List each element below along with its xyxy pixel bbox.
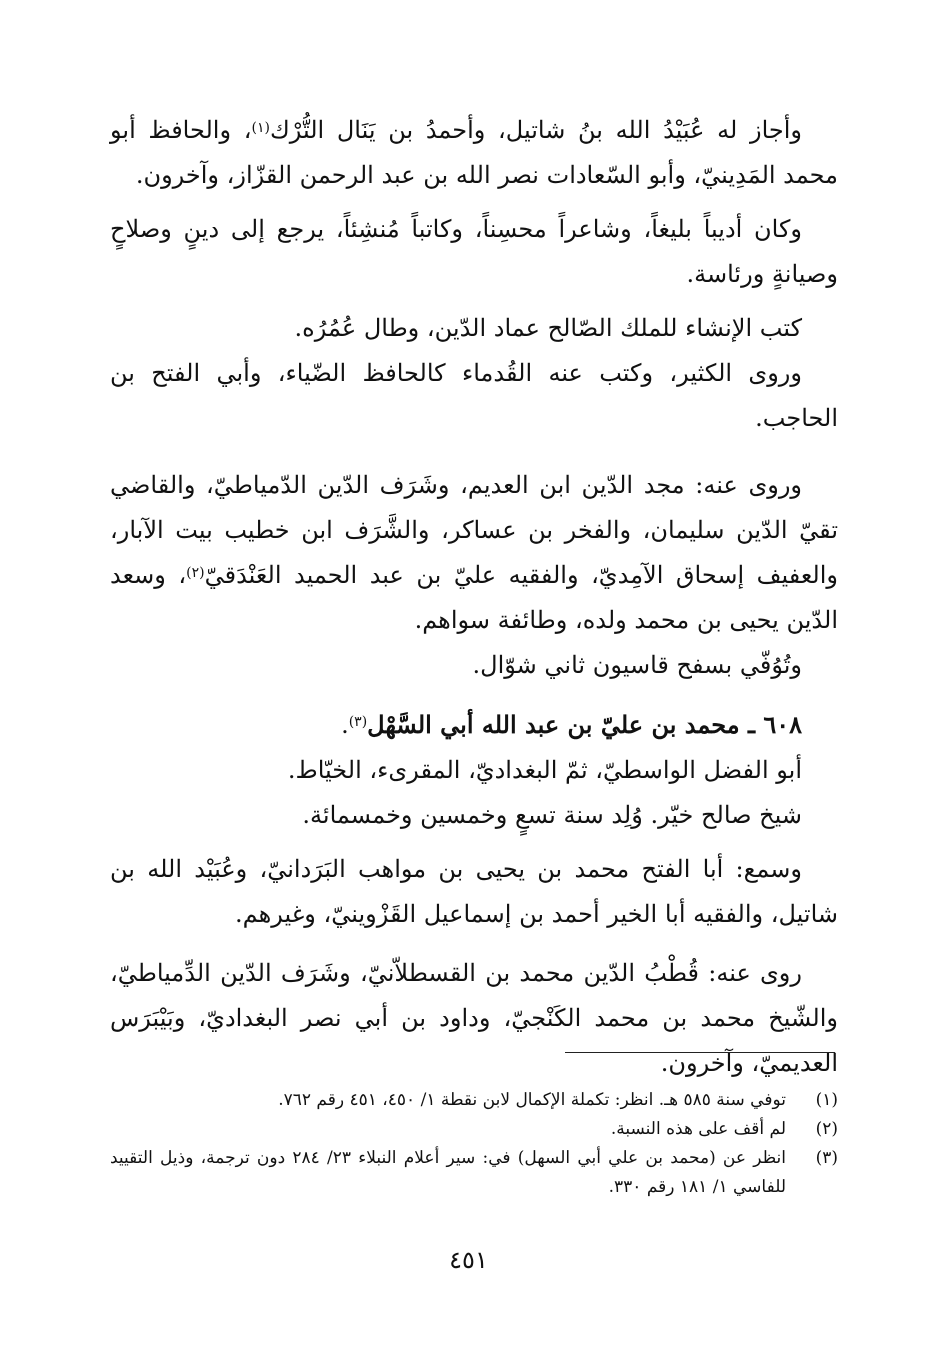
footnote-3 [110, 1144, 838, 1202]
entry-title-end: . [341, 711, 349, 739]
page-number: ٤٥١ [449, 1246, 488, 1274]
footnote-text: انظر عن (محمد بن علي أبي السهل) في: سير أعلام النبلاء ٢٣/ ٢٨٤ دون ترجمة، وذيل التقييد للفاسي ١/ ١٨١ رقم ٣٣٠. [110, 1148, 786, 1197]
paragraph-mawlid: شيخ صالح خيّر. وُلِد سنة تسعٍ وخمسين وخمسمائة. [302, 801, 802, 829]
footnote-ref-1: (١) [251, 120, 270, 136]
paragraph-ijaza-text: وأجاز له عُبَيْدُ الله بنُ شاتيل، وأحمدُ بن يَنَال التُّرْك [269, 116, 802, 144]
paragraph-rawa-anhu-text: وروى عنه: مجد الدّين ابن العديم، وشَرَف الدّين الدّمياطيّ، والقاضي تقيّ الدّين سليمان، والفخر بن عساكر، والشَّرَف ابن خطيب بيت الآبار، والعفيف إسحاق الآمِديّ، والفقيه عليّ بن عبد الحميد العَنْدَقيّ [110, 471, 839, 589]
footnote-number: (٢) [815, 1119, 838, 1139]
footnote-text: لم أقف على هذه النسبة. [610, 1119, 786, 1139]
footnote-separator [565, 1052, 835, 1053]
paragraph-ijaza-rest: ، والحافظ أبو محمد المَدِينيّ، وأبو السّعادات نصر الله بن عبد الرحمن القزّاز، وآخرون. [110, 116, 838, 189]
page-body [110, 108, 838, 1086]
paragraph-riwaya: وروى الكثير، وكتب عنه القُدماء كالحافظ الضّياء، وأبي الفتح بن الحاجب. [110, 359, 838, 432]
paragraph-sama: وسمع: أبا الفتح محمد بن يحيى بن مواهب البَرَدانيّ، وعُبَيْد الله بن شاتيل، والفقيه أبا الخير أحمد بن إسماعيل القَزْوينيّ، وغيرهم. [110, 855, 838, 928]
paragraph-adib: وكان أديباً بليغاً، وشاعراً محسِناً، وكاتباً مُنشِئاً، يرجع إلى دينٍ وصلاحٍ وصيانةٍ ورئاسة. [110, 215, 838, 288]
entry-heading [110, 702, 838, 748]
paragraph-students: روى عنه: قُطْبُ الدّين محمد بن القسطلاّنيّ، وشَرَف الدّين الدِّمياطيّ، والشّيخ محمد بن محمد الكَنْجيّ، وداود بن أبي نصر البغداديّ، وبَيْبَرَس العديميّ، وآخرون. [110, 959, 838, 1077]
footnotes [110, 1086, 838, 1202]
paragraph-ijaza [110, 108, 838, 198]
paragraph-insha: كتب الإنشاء للملك الصّالح عماد الدّين، وطال عُمُرُه. [294, 314, 802, 342]
footnote-ref-3: (٣) [348, 714, 368, 730]
paragraph-nisba: أبو الفضل الواسطيّ، ثمّ البغداديّ، المقرىء، الخيّاط. [287, 756, 802, 784]
footnote-1 [110, 1086, 838, 1115]
footnote-2 [110, 1115, 838, 1144]
paragraph-wafat: وتُوُفّي بسفح قاسيون ثاني شوّال. [472, 651, 802, 679]
footnote-number: (١) [815, 1090, 838, 1110]
paragraph-rawa-anhu [110, 463, 838, 643]
paragraph-rawa-anhu-rest: ، وسعد الدّين يحيى بن محمد ولده، وطائفة سواهم. [110, 561, 838, 634]
footnote-ref-2: (٢) [186, 565, 205, 581]
footnote-number: (٣) [815, 1148, 838, 1168]
entry-title: ٦٠٨ ـ محمد بن عليّ بن عبد الله أبي السَّهْل [367, 710, 802, 739]
footnote-text: توفي سنة ٥٨٥ هـ. انظر: تكملة الإكمال لابن نقطة ١/ ٤٥٠، ٤٥١ رقم ٧٦٢. [278, 1090, 786, 1110]
